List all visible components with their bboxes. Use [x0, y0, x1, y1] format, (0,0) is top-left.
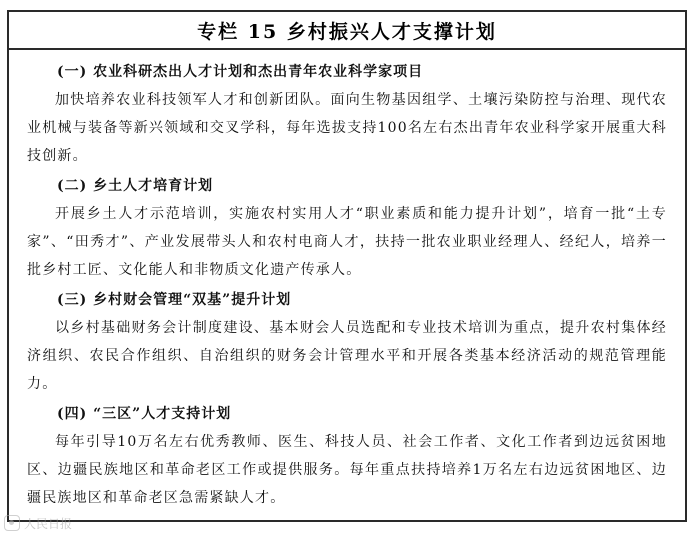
section-heading: (四) “三区”人才支持计划	[57, 406, 232, 422]
section-4	[27, 400, 667, 512]
watermark-logo-icon	[4, 515, 20, 531]
section-heading: (二) 乡土人才培育计划	[57, 178, 214, 194]
box-title: 专栏 15 乡村振兴人才支撑计划	[197, 20, 497, 43]
watermark	[4, 512, 72, 534]
section-body: 开展乡土人才示范培训，实施农村实用人才“职业素质和能力提升计划”，培育一批“土专家”、“田秀才”、产业发展带头人和农村电商人才，扶持一批农业职业经理人、经纪人，培养一批乡村工匠、文化能人和非物质文化遗产传承人。	[27, 206, 667, 278]
section-body: 加快培养农业科技领军人才和创新团队。面向生物基因组学、土壤污染防控与治理、现代农业机械与装备等新兴领域和交叉学科，每年选拔支持100名左右杰出青年农业科学家开展重大科技创新。	[27, 92, 667, 164]
section-3	[27, 286, 667, 398]
section-heading: (三) 乡村财会管理“双基”提升计划	[57, 292, 292, 308]
section-body: 以乡村基础财务会计制度建设、基本财会人员选配和专业技术培训为重点，提升农村集体经济组织、农民合作组织、自治组织的财务会计管理水平和开展各类基本经济活动的规范管理能力。	[27, 320, 667, 392]
section-1	[27, 58, 667, 170]
box-content	[9, 50, 685, 512]
watermark-text: 人民日报	[24, 516, 73, 531]
section-body: 每年引导10万名左右优秀教师、医生、科技人员、社会工作者、文化工作者到边远贫困地区、边疆民族地区和革命老区工作或提供服务。每年重点扶持培养1万名左右边远贫困地区、边疆民族地区和革命老区急需紧缺人才。	[27, 434, 667, 506]
section-2	[27, 172, 667, 284]
box-title-bar	[9, 12, 685, 50]
feature-box	[7, 10, 687, 522]
section-heading: (一) 农业科研杰出人才计划和杰出青年农业科学家项目	[57, 64, 424, 80]
